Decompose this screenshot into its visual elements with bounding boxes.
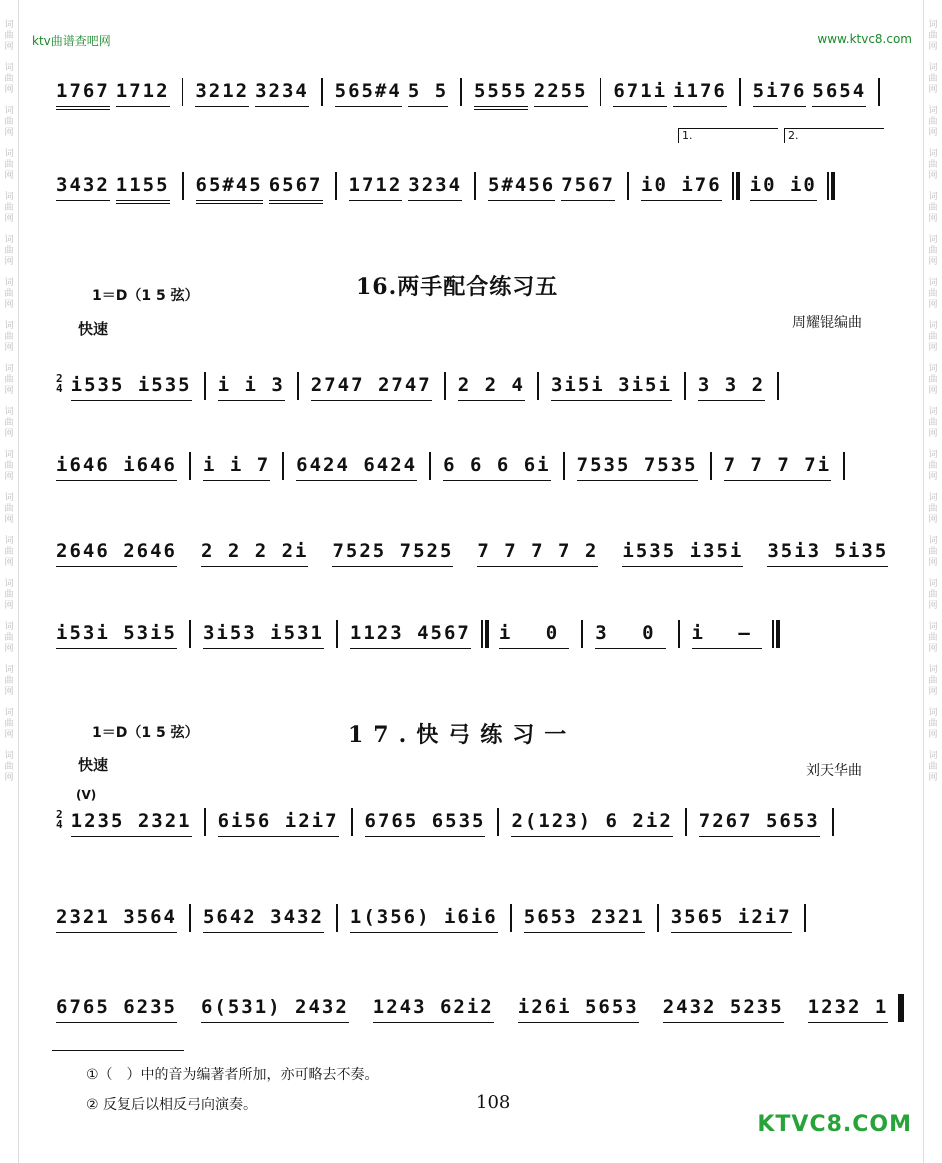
barline [600, 78, 602, 106]
note-group: 7267 5653 [699, 810, 820, 840]
note-group: 3234 [255, 80, 309, 110]
note-group: 5555 [474, 80, 528, 110]
note-group: 5653 2321 [524, 906, 645, 936]
barline [563, 452, 565, 480]
note-group: 2646 2646 [56, 540, 177, 570]
barline [321, 78, 323, 106]
note-group: 6567 [269, 174, 323, 204]
barline [182, 172, 184, 200]
footnote-divider [52, 1050, 184, 1051]
footnote-1: ①（ ）中的音为编著者所加，亦可略去不奏。 [86, 1067, 379, 1083]
barline [627, 172, 629, 200]
note-group: 6 6 6 6i [443, 454, 551, 484]
note-group: 5642 3432 [203, 906, 324, 936]
barline [878, 78, 880, 106]
barline [444, 372, 446, 400]
note-group: i26i 5653 [518, 996, 639, 1026]
note-group: 1232 1 [808, 996, 889, 1026]
barline [204, 808, 206, 836]
note-group: i535 i535 [71, 374, 192, 404]
score-line-16-3 [56, 538, 889, 570]
note-group: 3 3 2 [698, 374, 765, 404]
note-group: 565#4 [335, 80, 402, 110]
site-logo: KTVC8.COM [757, 1112, 912, 1137]
barline [537, 372, 539, 400]
note-group: 6(531) 2432 [201, 996, 349, 1026]
note-group: 7567 [561, 174, 615, 204]
note-group: 2255 [534, 80, 588, 110]
right-side-watermark: 词曲网 词曲网 词曲网 词曲网 词曲网 词曲网 词曲网 词曲网 词曲网 词曲网 词曲网 词曲网 词曲网 词曲网 词曲网 词曲网 词曲网 词曲网 [928, 20, 938, 783]
barline [510, 904, 512, 932]
score-line-16-1 [56, 372, 886, 404]
note-group: 1243 62i2 [373, 996, 494, 1026]
note-group: 2 2 2 2i [201, 540, 309, 570]
note-group: 6i56 i2i7 [218, 810, 339, 840]
score-line-15-2 [56, 172, 886, 204]
barline [685, 808, 687, 836]
note-group: 1235 2321 [71, 810, 192, 840]
note-group: 35i3 5i35 [767, 540, 888, 570]
right-margin-rule [923, 0, 924, 1163]
barline [336, 904, 338, 932]
note-group: 7 7 7 7i [724, 454, 832, 484]
final-barline [772, 620, 780, 648]
note-group: 2747 2747 [311, 374, 432, 404]
note-group: 1155 [116, 174, 170, 204]
tempo-marking: 快速 [78, 320, 109, 338]
note-group: 1123 4567 [350, 622, 471, 652]
note-group: 1767 [56, 80, 110, 110]
barline [804, 904, 806, 932]
key-signature: 1＝D（1 5 弦） [92, 288, 199, 304]
note-group: 7535 7535 [577, 454, 698, 484]
note-group: 1712 [349, 174, 403, 204]
barline [710, 452, 712, 480]
score-line-16-2 [56, 452, 886, 484]
composer-credit: 周耀锟编曲 [792, 315, 862, 331]
note-group: 3 0 [595, 622, 665, 652]
barline [335, 172, 337, 200]
note-group: i0 i76 [641, 174, 722, 204]
repeat-barline [481, 620, 489, 648]
barline [336, 620, 338, 648]
note-group: 2432 5235 [663, 996, 784, 1026]
note-group: i0 i0 [750, 174, 817, 204]
score-line-16-4 [56, 620, 886, 652]
note-group: 3212 [195, 80, 249, 110]
barline [282, 452, 284, 480]
note-group: 65#45 [196, 174, 263, 204]
note-group: 3i5i 3i5i [551, 374, 672, 404]
barline [684, 372, 686, 400]
note-group: i – [692, 622, 762, 652]
barline [739, 78, 741, 106]
note-group: 5#456 [488, 174, 555, 204]
score-line-17-2 [56, 904, 886, 936]
site-name-left: ktv曲谱查吧网 [32, 34, 111, 48]
key-signature: 1＝D（1 5 弦） [92, 725, 199, 741]
barline [351, 808, 353, 836]
note-group: 671i [613, 80, 667, 110]
note-group: 7 7 7 7 2 [477, 540, 598, 570]
note-group: 3i53 i531 [203, 622, 324, 652]
note-group: i 0 [499, 622, 569, 652]
note-group: 3234 [408, 174, 462, 204]
barline [657, 904, 659, 932]
time-signature: 2 4 [56, 808, 63, 831]
note-group: 6765 6535 [365, 810, 486, 840]
left-margin-rule [18, 0, 19, 1163]
barline [460, 78, 462, 106]
barline [581, 620, 583, 648]
barline [843, 452, 845, 480]
repeat-barline [732, 172, 740, 200]
note-group: 2(123) 6 2i2 [511, 810, 672, 840]
note-group: 3565 i2i7 [671, 906, 792, 936]
footnote-2: ② 反复后以相反弓向演奏。 [86, 1097, 258, 1113]
time-signature: 2 4 [56, 372, 63, 395]
barline [678, 620, 680, 648]
barline [189, 452, 191, 480]
final-barline [827, 172, 835, 200]
barline [777, 372, 779, 400]
note-group: 6424 6424 [296, 454, 417, 484]
barline [297, 372, 299, 400]
note-group: 5i76 [753, 80, 807, 110]
barline [189, 904, 191, 932]
volta-bracket-2: 2. [784, 128, 884, 143]
composer-credit: 刘天华曲 [806, 763, 862, 779]
barline [429, 452, 431, 480]
note-group: i i 3 [218, 374, 285, 404]
barline [474, 172, 476, 200]
note-group: 5654 [812, 80, 866, 110]
tempo-marking: 快速 [78, 756, 109, 774]
barline [204, 372, 206, 400]
barline [182, 78, 184, 106]
left-side-watermark: 词曲网 词曲网 词曲网 词曲网 词曲网 词曲网 词曲网 词曲网 词曲网 词曲网 词曲网 词曲网 词曲网 词曲网 词曲网 词曲网 词曲网 词曲网 [4, 20, 14, 783]
piece-title: 17.快弓练习一 [348, 722, 577, 748]
note-group: 3432 [56, 174, 110, 204]
note-group: 1712 [116, 80, 170, 110]
note-group: i i 7 [203, 454, 270, 484]
page-number: 108 [476, 1092, 511, 1113]
volta-bracket-1: 1. [678, 128, 778, 143]
note-group: i176 [673, 80, 727, 110]
piece-title: 16.两手配合练习五 [356, 274, 559, 300]
note-group: 2 2 4 [458, 374, 525, 404]
note-group: i53i 53i5 [56, 622, 177, 652]
score-line-17-1 [56, 808, 886, 840]
barline [189, 620, 191, 648]
barline [832, 808, 834, 836]
note-group: 1(356) i6i6 [350, 906, 498, 936]
bowing-note: (V) [76, 788, 97, 802]
note-group: i646 i646 [56, 454, 177, 484]
site-url-right: www.ktvc8.com [817, 32, 912, 46]
note-group: 7525 7525 [332, 540, 453, 570]
note-group: i535 i35i [622, 540, 743, 570]
barline [497, 808, 499, 836]
score-line-17-3 [56, 994, 889, 1026]
score-line-15-1 [56, 78, 886, 110]
note-group: 6765 6235 [56, 996, 177, 1026]
note-group: 5 5 [408, 80, 448, 110]
note-group: 2321 3564 [56, 906, 177, 936]
final-barline [898, 994, 904, 1022]
